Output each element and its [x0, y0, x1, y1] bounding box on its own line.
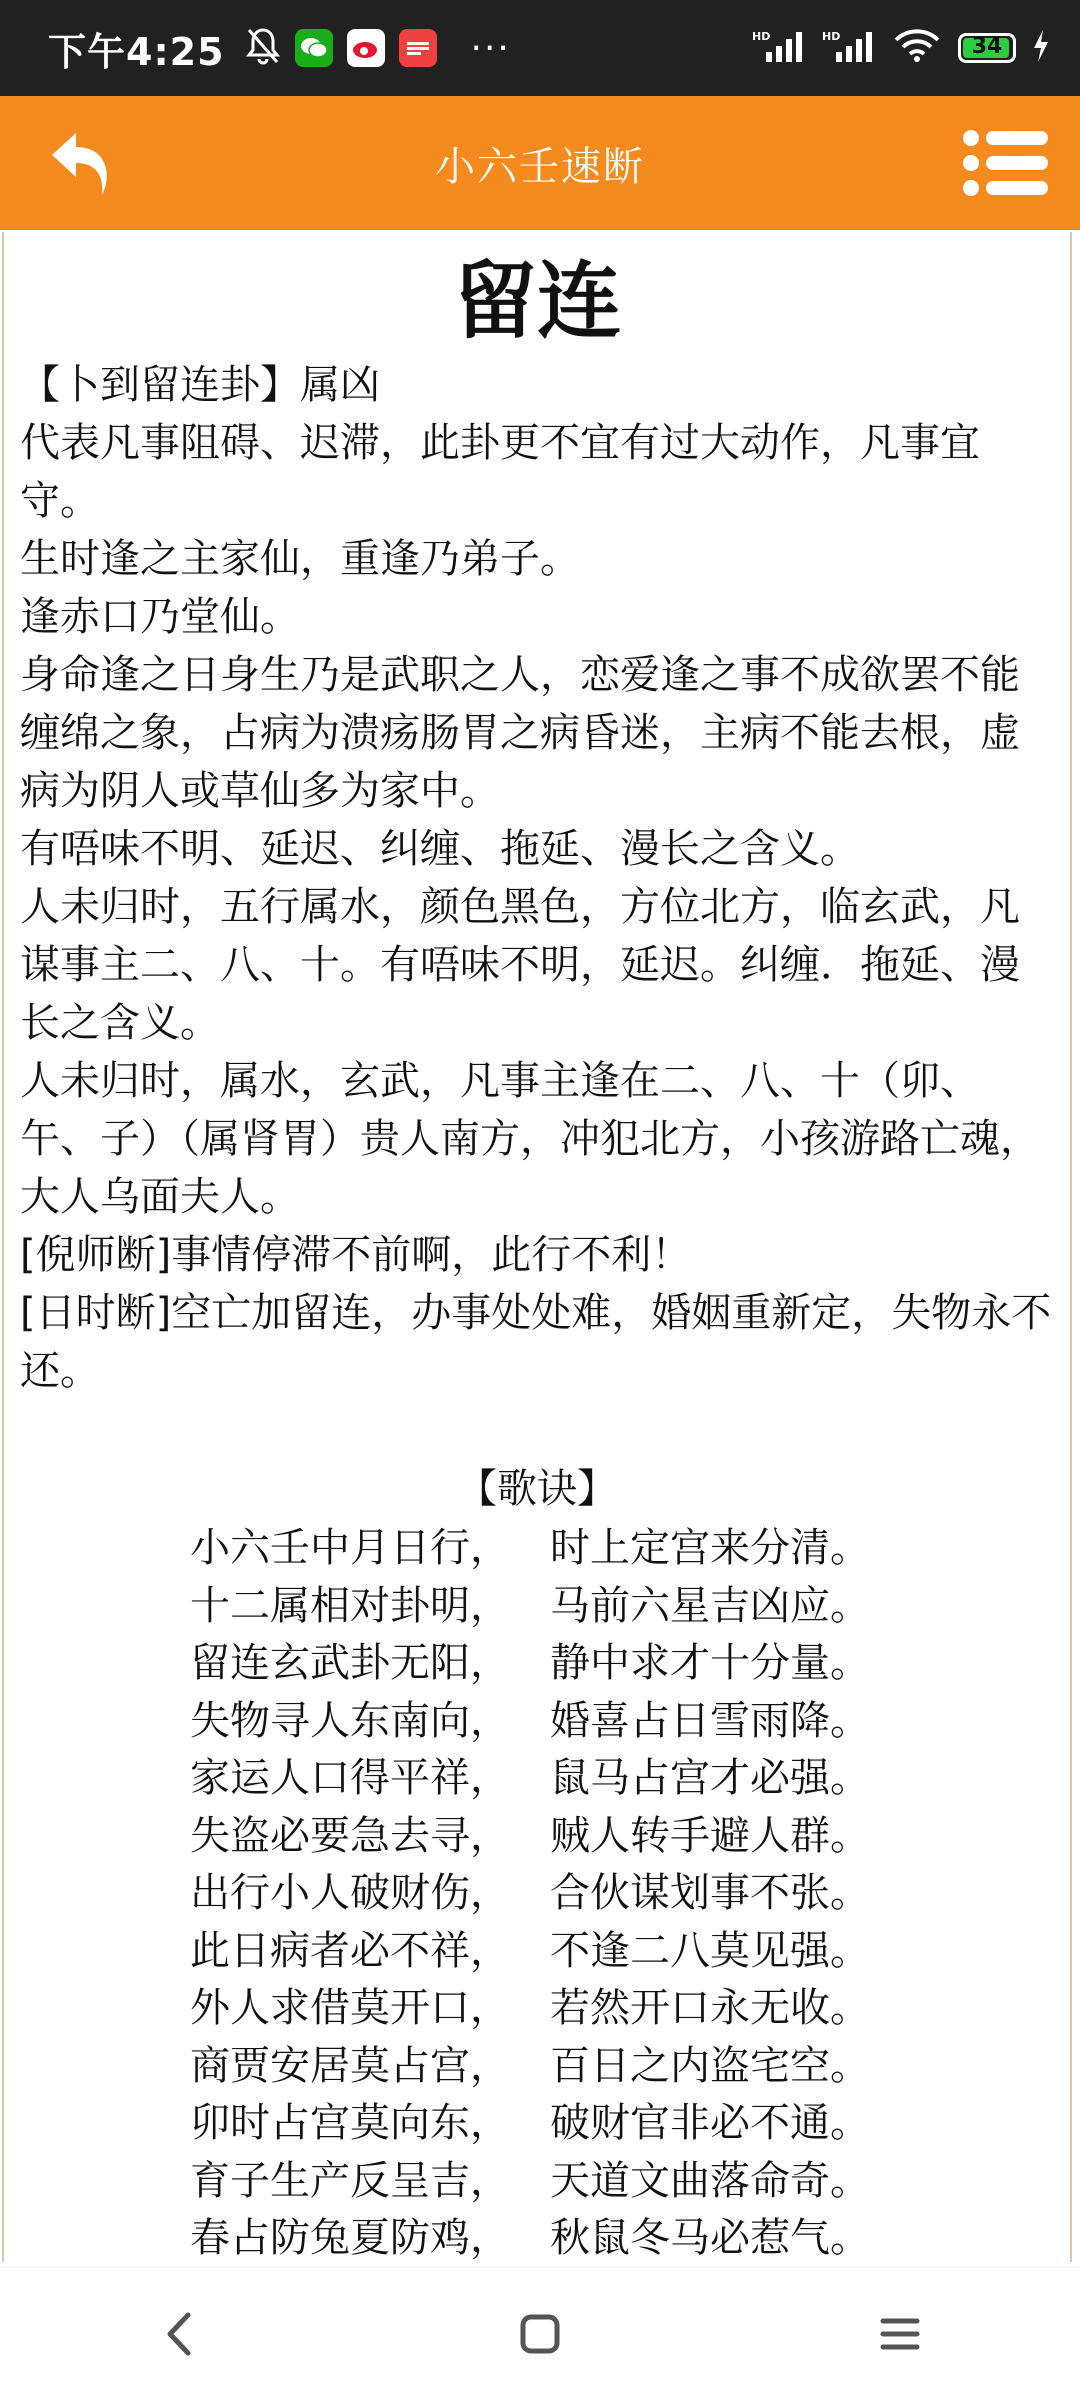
- article-heading: 留连: [452, 252, 621, 350]
- verse-line: [190, 1693, 1054, 1751]
- article-paragraph: 有唔味不明、延迟、纠缠、拖延、漫长之含义。: [20, 826, 860, 872]
- back-button[interactable]: [36, 118, 126, 208]
- article-paragraph: 人未归时，属水，玄武，凡事主逢在二、八、十（卯、午、子）（属肾胃）贵人南方，冲犯北方，小孩游路亡魂，大人乌面夫人。: [20, 1058, 1040, 1220]
- chevron-left-icon: [160, 2309, 200, 2359]
- verse-first-half: 小六壬中月日行，: [190, 1525, 510, 1571]
- verse-second-half: 静中求才十分量。: [550, 1640, 870, 1686]
- verse-first-half: 外人求借莫开口，: [190, 1985, 510, 2031]
- verse-second-half: 婚喜占日雪雨降。: [550, 1697, 870, 1744]
- verse-line: [190, 1980, 1054, 2038]
- svg-text:HD: HD: [822, 30, 841, 43]
- verse-first-half: 出行小人破财伤，: [190, 1870, 510, 1916]
- menu-button[interactable]: [956, 118, 1056, 208]
- verse-second-half: 秋鼠冬马必惹气。: [550, 2215, 870, 2261]
- verse-second-half: 时上定宫来分清。: [550, 1525, 870, 1571]
- verse-first-half: 春占防兔夏防鸡，: [190, 2215, 510, 2261]
- battery-icon: [958, 33, 1016, 63]
- verse-first-half: 失物寻人东南向，: [190, 1697, 510, 1744]
- verse-first-half: 十二属相对卦明，: [190, 1582, 510, 1629]
- verse-line: [190, 1750, 1054, 1808]
- verse-line: [190, 1520, 1054, 1578]
- verse-second-half: 破财官非必不通。: [550, 2100, 870, 2146]
- verse-line: [190, 1578, 1054, 1636]
- toutiao-icon: [399, 29, 437, 67]
- article-paragraph: 人未归时，五行属水，颜色黑色，方位北方，临玄武，凡谋事主二、八、十。有唔味不明，延迟。纠缠．拖延、漫长之含义。: [20, 884, 1020, 1046]
- nav-recents-button[interactable]: [840, 2274, 960, 2394]
- verse-second-half: 天道文曲落命奇。: [550, 2157, 870, 2204]
- verse-line: [190, 1635, 1054, 1693]
- signal-hd-icon-2: [822, 28, 876, 68]
- verse-first-half: 此日病者必不祥，: [190, 1927, 510, 1974]
- verse-second-half: 马前六星吉凶应。: [550, 1582, 870, 1629]
- svg-text:HD: HD: [752, 30, 771, 43]
- nav-back-button[interactable]: [120, 2274, 240, 2394]
- wechat-icon: [295, 29, 333, 67]
- article-body: [20, 356, 1054, 1400]
- article-paragraph: [日时断]空亡加留连，办事处处难，婚姻重新定，失物永不还。: [20, 1290, 1052, 1394]
- app-header: [0, 96, 1080, 230]
- song-verses: [20, 1520, 1054, 2268]
- verse-second-half: 鼠马占宫才必强。: [550, 1755, 870, 1801]
- verse-first-half: 留连玄武卦无阳，: [190, 1640, 510, 1686]
- verse-first-half: 失盗必要急去寻，: [190, 1812, 510, 1859]
- verse-line: [190, 1923, 1054, 1981]
- system-indicators: [752, 28, 1050, 68]
- verse-second-half: 若然开口永无收。: [550, 1985, 870, 2031]
- verse-first-half: 育子生产反呈吉，: [190, 2157, 510, 2204]
- verse-second-half: 不逢二八莫见强。: [550, 1927, 870, 1974]
- status-time: 下午4:25: [48, 29, 225, 74]
- signal-hd-icon: [752, 28, 806, 68]
- list-menu-icon: [962, 128, 1050, 198]
- article-paragraph: [倪师断]事情停滞不前啊，此行不利！: [20, 1232, 692, 1278]
- status-bar: [0, 0, 1080, 96]
- verse-second-half: 贼人转手避人群。: [550, 1812, 870, 1859]
- article-paragraph: 身命逢之日身生乃是武职之人，恋爱逢之事不成欲罢不能缠绵之象，占病为溃疡肠胃之病昏迷，主病不能去根，虚病为阴人或草仙多为家中。: [20, 652, 1020, 814]
- verse-line: [190, 1808, 1054, 1866]
- verse-line: [190, 2153, 1054, 2211]
- hamburger-icon: [875, 2309, 925, 2359]
- article-paragraph: 生时逢之主家仙，重逢乃弟子。: [20, 536, 580, 582]
- square-home-icon: [515, 2309, 565, 2359]
- wifi-icon: [892, 28, 942, 68]
- back-arrow-icon: [46, 123, 116, 203]
- article-paragraph: 逢赤口乃堂仙。: [20, 594, 300, 640]
- article-content[interactable]: [2, 232, 1072, 2262]
- page-title: 小六壬速断: [435, 143, 645, 190]
- notification-icons: [245, 26, 511, 70]
- verse-line: [190, 2095, 1054, 2153]
- verse-line: [190, 2038, 1054, 2096]
- mute-bell-icon: [245, 26, 281, 70]
- battery-level: 34: [971, 34, 1003, 59]
- song-title: 【歌诀】: [457, 1466, 617, 1512]
- verse-line: [190, 2210, 1054, 2268]
- more-notifications-icon: ···: [470, 27, 511, 69]
- verse-first-half: 卯时占宫莫向东，: [190, 2100, 510, 2146]
- verse-first-half: 商贾安居莫占宫，: [190, 2042, 510, 2089]
- verse-first-half: 家运人口得平祥，: [190, 1755, 510, 1801]
- verse-second-half: 百日之内盗宅空。: [550, 2042, 870, 2089]
- charging-icon: [1032, 30, 1050, 66]
- nav-home-button[interactable]: [480, 2274, 600, 2394]
- article-paragraph: 代表凡事阻碍、迟滞，此卦更不宜有过大动作，凡事宜守。: [20, 420, 980, 524]
- verse-second-half: 合伙谋划事不张。: [550, 1870, 870, 1916]
- verse-line: [190, 1865, 1054, 1923]
- article-paragraph: 【卜到留连卦】属凶: [20, 362, 380, 408]
- sina-icon: [347, 29, 385, 67]
- system-nav-bar: [0, 2267, 1080, 2400]
